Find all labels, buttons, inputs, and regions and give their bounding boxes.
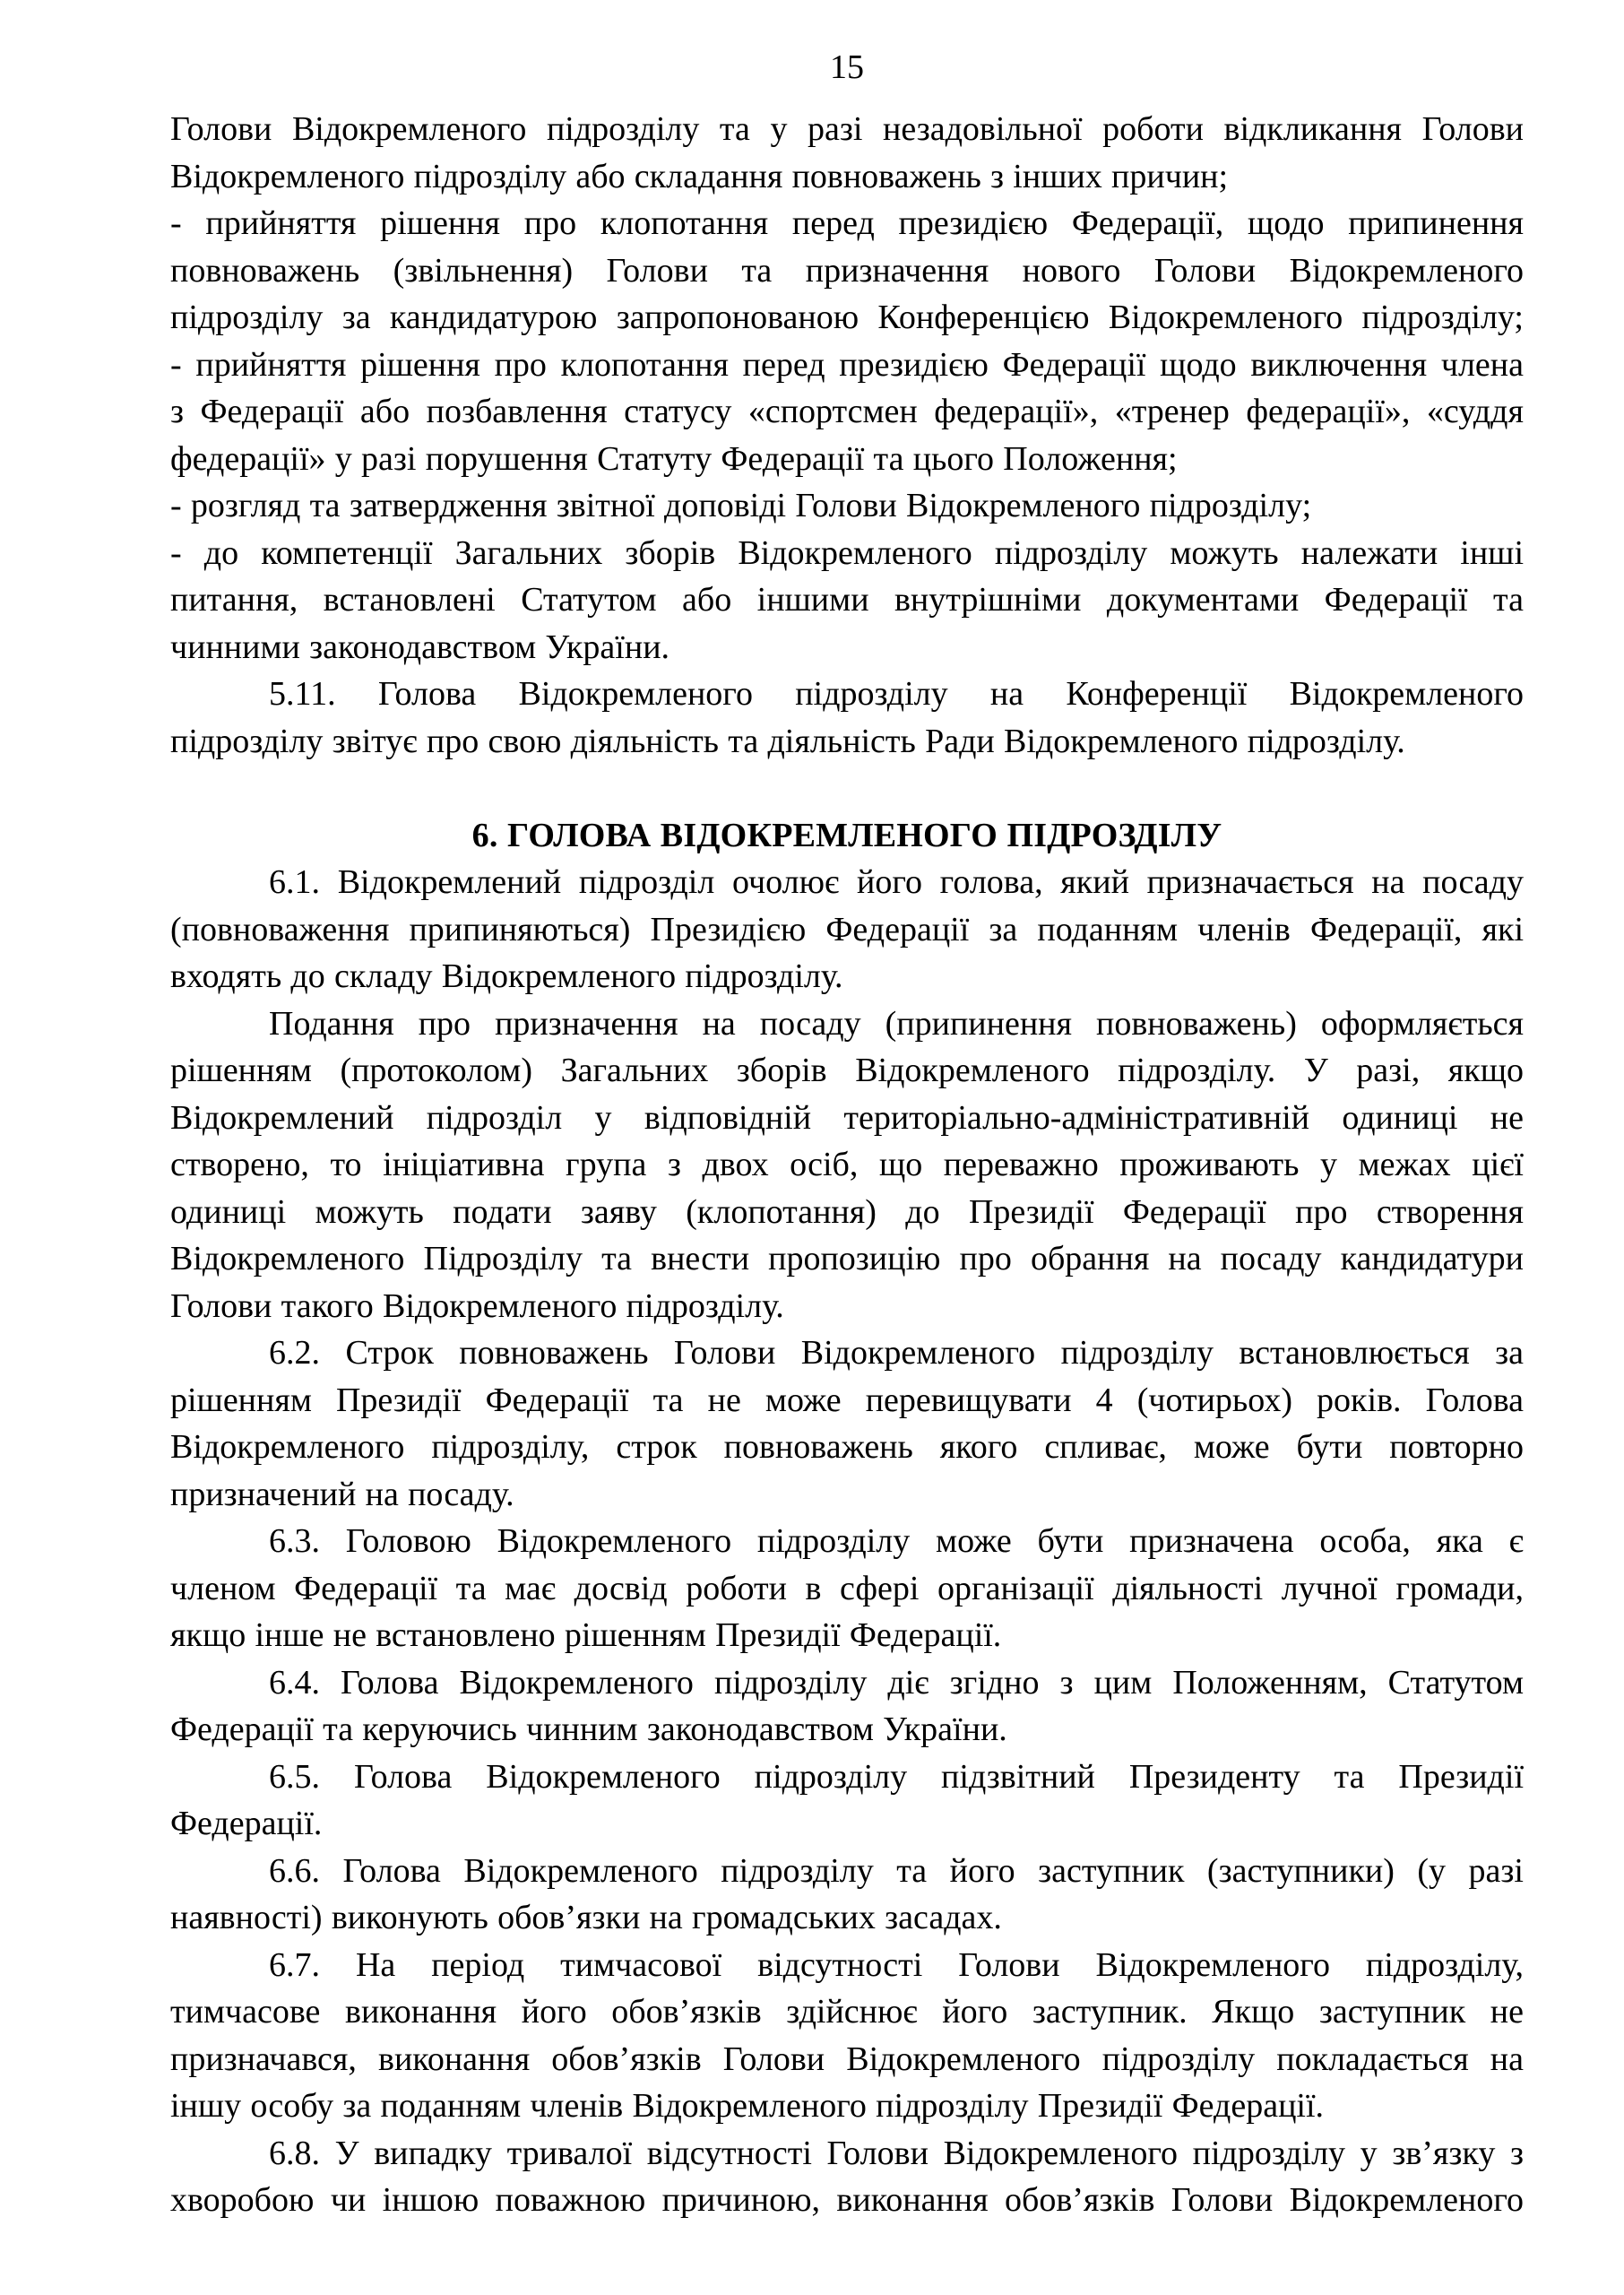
text-line: - прийняття рішення про клопотання перед президією Федерації щодо виключення члена xyxy=(170,345,1524,384)
text-line: підрозділу за кандидатурою запропонованою Конференцією Відокремленого підрозділу; xyxy=(170,299,1524,336)
text-line: призначався, виконання обов’язків Голови Відокремленого підрозділу покладається на xyxy=(170,2040,1524,2078)
text-line: - розгляд та затвердження звітної доповіді Голови Відокремленого підрозділу; xyxy=(170,487,1312,524)
text-line: 6.5. Голова Відокремленого підрозділу підзвітний Президенту та Президії xyxy=(269,1757,1524,1796)
text-line: 6.1. Відокремлений підрозділ очолює його голова, який призначається на посаду xyxy=(269,863,1524,901)
document-body xyxy=(170,106,1524,2224)
text-line: одиниці можуть подати заяву (клопотання) до Президії Федерації про створення xyxy=(170,1192,1524,1231)
text-line: Відокремленого підрозділу, строк повноважень якого спливає, може бути повторно xyxy=(170,1428,1524,1466)
text-line: якщо інше не встановлено рішенням Президії Федерації. xyxy=(170,1616,1002,1654)
text-line: Федерації та керуючись чинним законодавством України. xyxy=(170,1710,1007,1748)
text-line: членом Федерації та має досвід роботи в сфері організації діяльності лучної громади, xyxy=(170,1569,1524,1607)
text-line: 6.6. Голова Відокремленого підрозділу та його заступник (заступники) (у разі xyxy=(269,1851,1524,1890)
text-line: Федерації. xyxy=(170,1805,323,1842)
text-line: 5.11. Голова Відокремленого підрозділу на Конференції Відокремленого xyxy=(269,675,1524,713)
text-line: наявності) виконують обов’язки на громадських засадах. xyxy=(170,1899,1002,1936)
text-line: Голови Відокремленого підрозділу та у разі незадовільної роботи відкликання Голови xyxy=(170,110,1524,148)
page-number: 15 xyxy=(830,48,864,86)
text-line: тимчасове виконання його обов’язків здійснює його заступник. Якщо заступник не xyxy=(170,1993,1524,2031)
text-line: хворобою чи іншою поважною причиною, виконання обов’язків Голови Відокремленого xyxy=(170,2181,1524,2219)
text-line: Голови такого Відокремленого підрозділу. xyxy=(170,1286,784,1325)
text-line: 6.4. Голова Відокремленого підрозділу діє згідно з цим Положенням, Статутом xyxy=(269,1663,1524,1702)
text-line: Відокремленого підрозділу або складання повноважень з інших причин; xyxy=(170,157,1229,195)
text-line: Відокремленого Підрозділу та внести пропозицію про обрання на посаду кандидатури xyxy=(170,1240,1524,1277)
section-heading: 6. ГОЛОВА ВІДОКРЕМЛЕНОГО ПІДРОЗДІЛУ xyxy=(471,816,1222,854)
text-line: створено, то ініціативна група з двох осіб, що переважно проживають у межах цієї xyxy=(170,1146,1524,1183)
text-line: входять до складу Відокремленого підрозділу. xyxy=(170,957,843,995)
text-line: федерації» у разі порушення Статуту Федерації та цього Положення; xyxy=(170,439,1178,478)
text-line: Подання про призначення на посаду (припинення повноважень) оформляється xyxy=(269,1004,1524,1043)
text-line: Відокремлений підрозділ у відповідній територіально-адміністративній одиниці не xyxy=(170,1098,1524,1137)
blank-line xyxy=(170,765,1524,812)
text-line: рішенням Президії Федерації та не може перевищувати 4 (чотирьох) років. Голова xyxy=(170,1381,1524,1419)
text-line: 6.2. Строк повноважень Голови Відокремленого підрозділу встановлюється за xyxy=(269,1334,1524,1372)
text-line: призначений на посаду. xyxy=(170,1475,514,1513)
text-line: 6.3. Головою Відокремленого підрозділу може бути призначена особа, яка є xyxy=(269,1522,1524,1560)
text-line: чинними законодавством України. xyxy=(170,628,670,666)
text-line: іншу особу за поданням членів Відокремленого підрозділу Президії Федерації. xyxy=(170,2087,1325,2125)
text-line: (повноваження припиняються) Президією Федерації за поданням членів Федерації, які xyxy=(170,910,1524,948)
text-line: - до компетенції Загальних зборів Відокремленого підрозділу можуть належати інші xyxy=(170,533,1524,572)
text-line: питання, встановлені Статутом або іншими внутрішніми документами Федерації та xyxy=(170,581,1524,619)
text-line: рішенням (протоколом) Загальних зборів Відокремленого підрозділу. У разі, якщо xyxy=(170,1052,1524,1089)
text-line: підрозділу звітує про свою діяльність та діяльність Ради Відокремленого підрозділу. xyxy=(170,722,1405,760)
text-line: з Федерації або позбавлення статусу «спортсмен федерації», «тренер федерації», «суддя xyxy=(170,393,1524,430)
text-line: повноважень (звільнення) Голови та призначення нового Голови Відокремленого xyxy=(170,251,1524,290)
text-line: 6.8. У випадку тривалої відсутності Голови Відокремленого підрозділу у зв’язку з xyxy=(269,2134,1524,2172)
text-line: 6.7. На період тимчасової відсутності Голови Відокремленого підрозділу, xyxy=(269,1945,1524,1984)
text-line: - прийняття рішення про клопотання перед президією Федерації, щодо припинення xyxy=(170,204,1524,242)
